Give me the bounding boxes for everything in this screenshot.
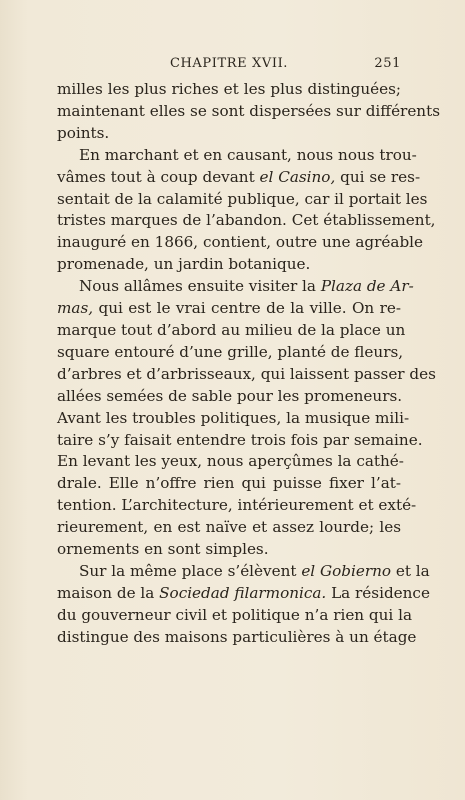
text-run: Nous allâmes ensuite visiter la (79, 277, 321, 296)
text-line (57, 167, 421, 189)
body-text (57, 79, 440, 649)
text-line (57, 386, 401, 408)
chapter-title: CHAPITRE XVII. (169, 56, 289, 71)
text-line (57, 276, 414, 298)
text-run: vâmes tout à coup devant (57, 167, 260, 186)
text-run: drale. Elle n’offre rien qui puisse fixer l’at- (57, 474, 401, 493)
text-run: maintenant elles se sont dispersées sur différents (57, 101, 440, 120)
text-line (57, 605, 413, 627)
paragraph (57, 79, 440, 145)
text-line (57, 145, 417, 167)
text-line (57, 473, 401, 495)
text-run: distingue des maisons particulières à un étage (57, 627, 417, 646)
text-run: qui se res- (335, 167, 421, 186)
text-run: milles les plus riches et les plus distinguées; (57, 80, 401, 98)
text-run: rieurement, en est naïve et assez lourde; les (57, 518, 401, 537)
text-run: maison de la (57, 583, 160, 602)
text-line (57, 364, 436, 386)
text-run: points. (57, 123, 110, 142)
text-line (57, 101, 440, 123)
text-run: tristes marques de l’abandon. Cet établissement, (57, 211, 436, 230)
text-line (57, 210, 436, 232)
text-line (57, 430, 423, 452)
text-line (57, 342, 404, 364)
text-run: La résidence (326, 583, 430, 602)
text-line (57, 539, 401, 561)
text-run: marque tout d’abord au milieu de la place un (57, 320, 406, 339)
text-run: En levant les yeux, nous aperçûmes la cathé- (57, 452, 404, 471)
text-line (57, 561, 430, 583)
text-line (57, 408, 410, 430)
italic-text: Sociedad filarmonica. (159, 583, 327, 602)
page-number: 251 (374, 56, 401, 71)
text-line (57, 298, 401, 320)
text-run: promenade, un jardin botanique. (57, 255, 311, 274)
text-line (57, 254, 401, 276)
text-run: square entouré d’une grille, planté de fleurs, (57, 342, 404, 361)
text-line (57, 232, 424, 254)
text-line (57, 627, 417, 649)
text-line (57, 495, 417, 517)
italic-text: el Casino, (259, 167, 336, 186)
paragraph (57, 276, 436, 561)
text-run: allées semées de sable pour les promeneurs. (57, 386, 403, 405)
text-line (57, 123, 401, 145)
italic-text: el Gobierno (301, 561, 392, 580)
text-run: et la (391, 561, 430, 580)
text-run: taire s’y faisait entendre trois fois par semaine. (57, 430, 423, 449)
text-line (57, 451, 404, 473)
text-run: En marchant et en causant, nous nous trou- (79, 145, 417, 164)
text-line (57, 517, 401, 539)
text-line (57, 583, 430, 605)
text-run: du gouverneur civil et politique n’a rien qui la (57, 605, 413, 624)
text-run: Sur la même place s’élèvent (79, 561, 302, 580)
paragraph (57, 561, 430, 649)
text-run: d’arbres et d’arbrisseaux, qui laissent passer des (57, 364, 436, 383)
text-line (57, 189, 428, 211)
italic-text: Plaza de Ar- (320, 277, 414, 296)
italic-text: mas, (57, 299, 94, 318)
text-line (57, 79, 401, 101)
running-header (57, 56, 401, 80)
text-run: Avant les troubles politiques, la musique mili- (57, 408, 410, 427)
text-run: sentait de la calamité publique, car il portait les (57, 189, 428, 208)
text-run: inauguré en 1866, contient, outre une agréable (57, 233, 424, 252)
text-line (57, 320, 406, 342)
text-run: tention. L’architecture, intérieurement et exté- (57, 496, 417, 515)
text-run: qui est le vrai centre de la ville. On re- (93, 299, 401, 318)
text-run: ornements en sont simples. (57, 540, 269, 559)
paragraph (57, 145, 436, 276)
